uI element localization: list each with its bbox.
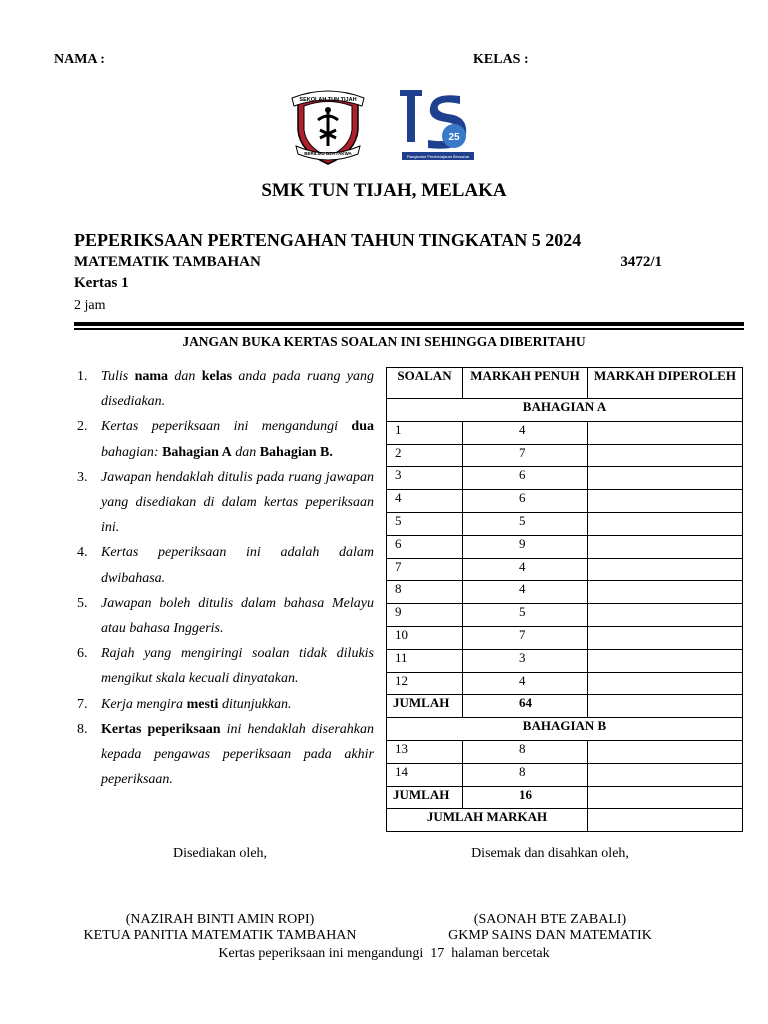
instruction-number: 4. xyxy=(77,545,88,561)
table-row xyxy=(387,604,743,627)
marks-obtained xyxy=(588,626,743,649)
marks-obtained xyxy=(588,535,743,558)
section-row xyxy=(387,399,743,422)
instruction-item xyxy=(74,414,374,464)
question-number: 9 xyxy=(387,604,463,627)
marks-obtained xyxy=(588,649,743,672)
question-number: 12 xyxy=(387,672,463,695)
total-obtained xyxy=(588,786,743,809)
marks-obtained xyxy=(588,421,743,444)
instruction-emphasis: nama xyxy=(134,369,169,384)
table-row xyxy=(387,535,743,558)
marks-obtained xyxy=(588,763,743,786)
ts25-logo xyxy=(398,86,478,166)
question-number: 8 xyxy=(387,581,463,604)
header-soalan: SOALAN xyxy=(387,368,463,399)
subject-code: 3472/1 xyxy=(620,254,662,270)
instruction-text: ditunjukkan. xyxy=(218,696,292,712)
crest-banner-text: SEKOLAH TUN TIJAH xyxy=(299,97,357,103)
question-number: 4 xyxy=(387,490,463,513)
instruction-emphasis: Bahagian B. xyxy=(259,444,333,460)
marks-obtained xyxy=(588,672,743,695)
table-row xyxy=(387,649,743,672)
full-marks: 4 xyxy=(463,672,588,695)
table-row xyxy=(387,512,743,535)
full-marks: 4 xyxy=(463,421,588,444)
crest-motto: BERILMU BERTAKWA xyxy=(304,151,352,156)
full-marks: 4 xyxy=(463,558,588,581)
instruction-text: Kerja mengira xyxy=(101,696,187,712)
instruction-number: 1. xyxy=(77,369,88,384)
exam-title: PEPERIKSAAN PERTENGAHAN TAHUN TINGKATAN 5 2024 xyxy=(74,230,582,250)
instruction-item xyxy=(74,692,374,717)
instruction-emphasis: Kertas peperiksaan xyxy=(101,721,221,737)
school-name: SMK TUN TIJAH, MELAKA xyxy=(261,180,507,201)
question-number: 5 xyxy=(387,512,463,535)
full-marks: 5 xyxy=(463,512,588,535)
instruction-number: 8. xyxy=(77,721,88,737)
instruction-text: Jawapan boleh ditulis dalam bahasa Melayu atau bahasa Inggeris. xyxy=(101,595,374,637)
section-label: BAHAGIAN B xyxy=(387,718,743,741)
header-markah-penuh: MARKAH PENUH xyxy=(463,368,588,399)
marks-obtained xyxy=(588,444,743,467)
total-label: JUMLAH xyxy=(387,695,463,718)
instruction-number: 6. xyxy=(77,646,88,662)
marks-obtained xyxy=(588,467,743,490)
full-marks: 3 xyxy=(463,649,588,672)
instruction-number: 7. xyxy=(77,696,88,712)
total-obtained xyxy=(588,695,743,718)
question-number: 6 xyxy=(387,535,463,558)
instruction-text: Jawapan hendaklah ditulis pada ruang jawapan yang disediakan di dalam kertas peperiksaan ini. xyxy=(101,469,374,536)
instruction-text: dan xyxy=(168,369,202,384)
checked-title: GKMP SAINS DAN MATEMATIK xyxy=(448,928,652,943)
school-crest-logo xyxy=(290,86,366,166)
question-number: 14 xyxy=(387,763,463,786)
section-row xyxy=(387,718,743,741)
instruction-item xyxy=(74,364,374,414)
instruction-emphasis: kelas xyxy=(201,369,233,384)
class-label: KELAS : xyxy=(473,52,529,67)
grand-total-row xyxy=(387,809,743,832)
instruction-emphasis: Bahagian A xyxy=(162,444,232,460)
full-marks: 5 xyxy=(463,604,588,627)
marks-obtained xyxy=(588,558,743,581)
full-marks: 7 xyxy=(463,444,588,467)
svg-text:25: 25 xyxy=(448,132,460,143)
table-row xyxy=(387,467,743,490)
full-marks: 8 xyxy=(463,740,588,763)
instruction-number: 3. xyxy=(77,469,88,485)
header-markah-diperoleh: MARKAH DIPEROLEH xyxy=(588,368,743,399)
full-marks: 9 xyxy=(463,535,588,558)
table-row xyxy=(387,740,743,763)
checked-name: (SAONAH BTE ZABALI) xyxy=(473,912,627,927)
question-number: 11 xyxy=(387,649,463,672)
prepared-name: (NAZIRAH BINTI AMIN ROPI) xyxy=(125,912,315,927)
marks-table xyxy=(386,367,743,832)
instruction-text: ini hendaklah diserahkan kepada pengawas peperiksaan pada akhir peperiksaan. xyxy=(101,721,374,788)
table-row xyxy=(387,763,743,786)
instruction-number: 5. xyxy=(77,595,88,611)
instruction-list xyxy=(74,364,374,792)
checked-by-label: Disemak dan disahkan oleh, xyxy=(471,846,629,861)
full-marks: 7 xyxy=(463,626,588,649)
instruction-emphasis: dua xyxy=(351,419,374,435)
name-label: NAMA : xyxy=(54,52,105,67)
total-full-marks: 16 xyxy=(463,786,588,809)
instruction-item xyxy=(74,591,374,641)
instruction-text: dan xyxy=(231,444,260,460)
question-number: 13 xyxy=(387,740,463,763)
instruction-text: bahagian: xyxy=(101,444,163,460)
instruction-text: Kertas peperiksaan ini adalah dalam dwibahasa. xyxy=(101,545,374,586)
prepared-title: KETUA PANITIA MATEMATIK TAMBAHAN xyxy=(83,928,357,943)
instruction-text: Tulis xyxy=(101,369,135,384)
duration: 2 jam xyxy=(74,298,106,313)
paper-label: Kertas 1 xyxy=(74,275,129,291)
full-marks: 6 xyxy=(463,490,588,513)
instruction-item xyxy=(74,717,374,793)
table-row xyxy=(387,490,743,513)
ts25-caption: Rangkaian Pembelajaran Bersama xyxy=(406,154,470,159)
instruction-emphasis: mesti xyxy=(186,696,219,712)
instruction-item xyxy=(74,540,374,590)
instruction-text: anda pada ruang yang disediakan. xyxy=(101,369,374,410)
divider-thin xyxy=(74,328,744,330)
question-number: 3 xyxy=(387,467,463,490)
full-marks: 8 xyxy=(463,763,588,786)
table-row xyxy=(387,581,743,604)
total-label: JUMLAH xyxy=(387,786,463,809)
marks-obtained xyxy=(588,490,743,513)
marks-obtained xyxy=(588,512,743,535)
table-header-row xyxy=(387,368,743,399)
total-full-marks: 64 xyxy=(463,695,588,718)
question-number: 7 xyxy=(387,558,463,581)
section-label: BAHAGIAN A xyxy=(387,399,743,422)
question-number: 10 xyxy=(387,626,463,649)
table-row xyxy=(387,421,743,444)
table-row xyxy=(387,626,743,649)
warning-notice: JANGAN BUKA KERTAS SOALAN INI SEHINGGA DIBERITAHU xyxy=(182,334,586,349)
grand-total-label: JUMLAH MARKAH xyxy=(387,809,588,832)
full-marks: 4 xyxy=(463,581,588,604)
table-row xyxy=(387,558,743,581)
prepared-by-label: Disediakan oleh, xyxy=(172,846,268,861)
instruction-text: Rajah yang mengiringi soalan tidak dilukis mengikut skala kecuali dinyatakan. xyxy=(101,646,374,687)
subject-title: MATEMATIK TAMBAHAN xyxy=(74,254,261,270)
grand-total-obtained xyxy=(588,809,743,832)
table-row xyxy=(387,444,743,467)
instruction-item xyxy=(74,465,374,541)
full-marks: 6 xyxy=(463,467,588,490)
marks-obtained xyxy=(588,740,743,763)
total-row xyxy=(387,695,743,718)
table-row xyxy=(387,672,743,695)
marks-obtained xyxy=(588,604,743,627)
instruction-text: Kertas peperiksaan ini mengandungi xyxy=(101,419,352,435)
total-row xyxy=(387,786,743,809)
marks-obtained xyxy=(588,581,743,604)
question-number: 1 xyxy=(387,421,463,444)
page-count-footer: Kertas peperiksaan ini mengandungi 17 halaman bercetak xyxy=(218,946,550,961)
instruction-number: 2. xyxy=(77,419,88,435)
question-number: 2 xyxy=(387,444,463,467)
instruction-item xyxy=(74,641,374,691)
divider-thick xyxy=(74,322,744,326)
